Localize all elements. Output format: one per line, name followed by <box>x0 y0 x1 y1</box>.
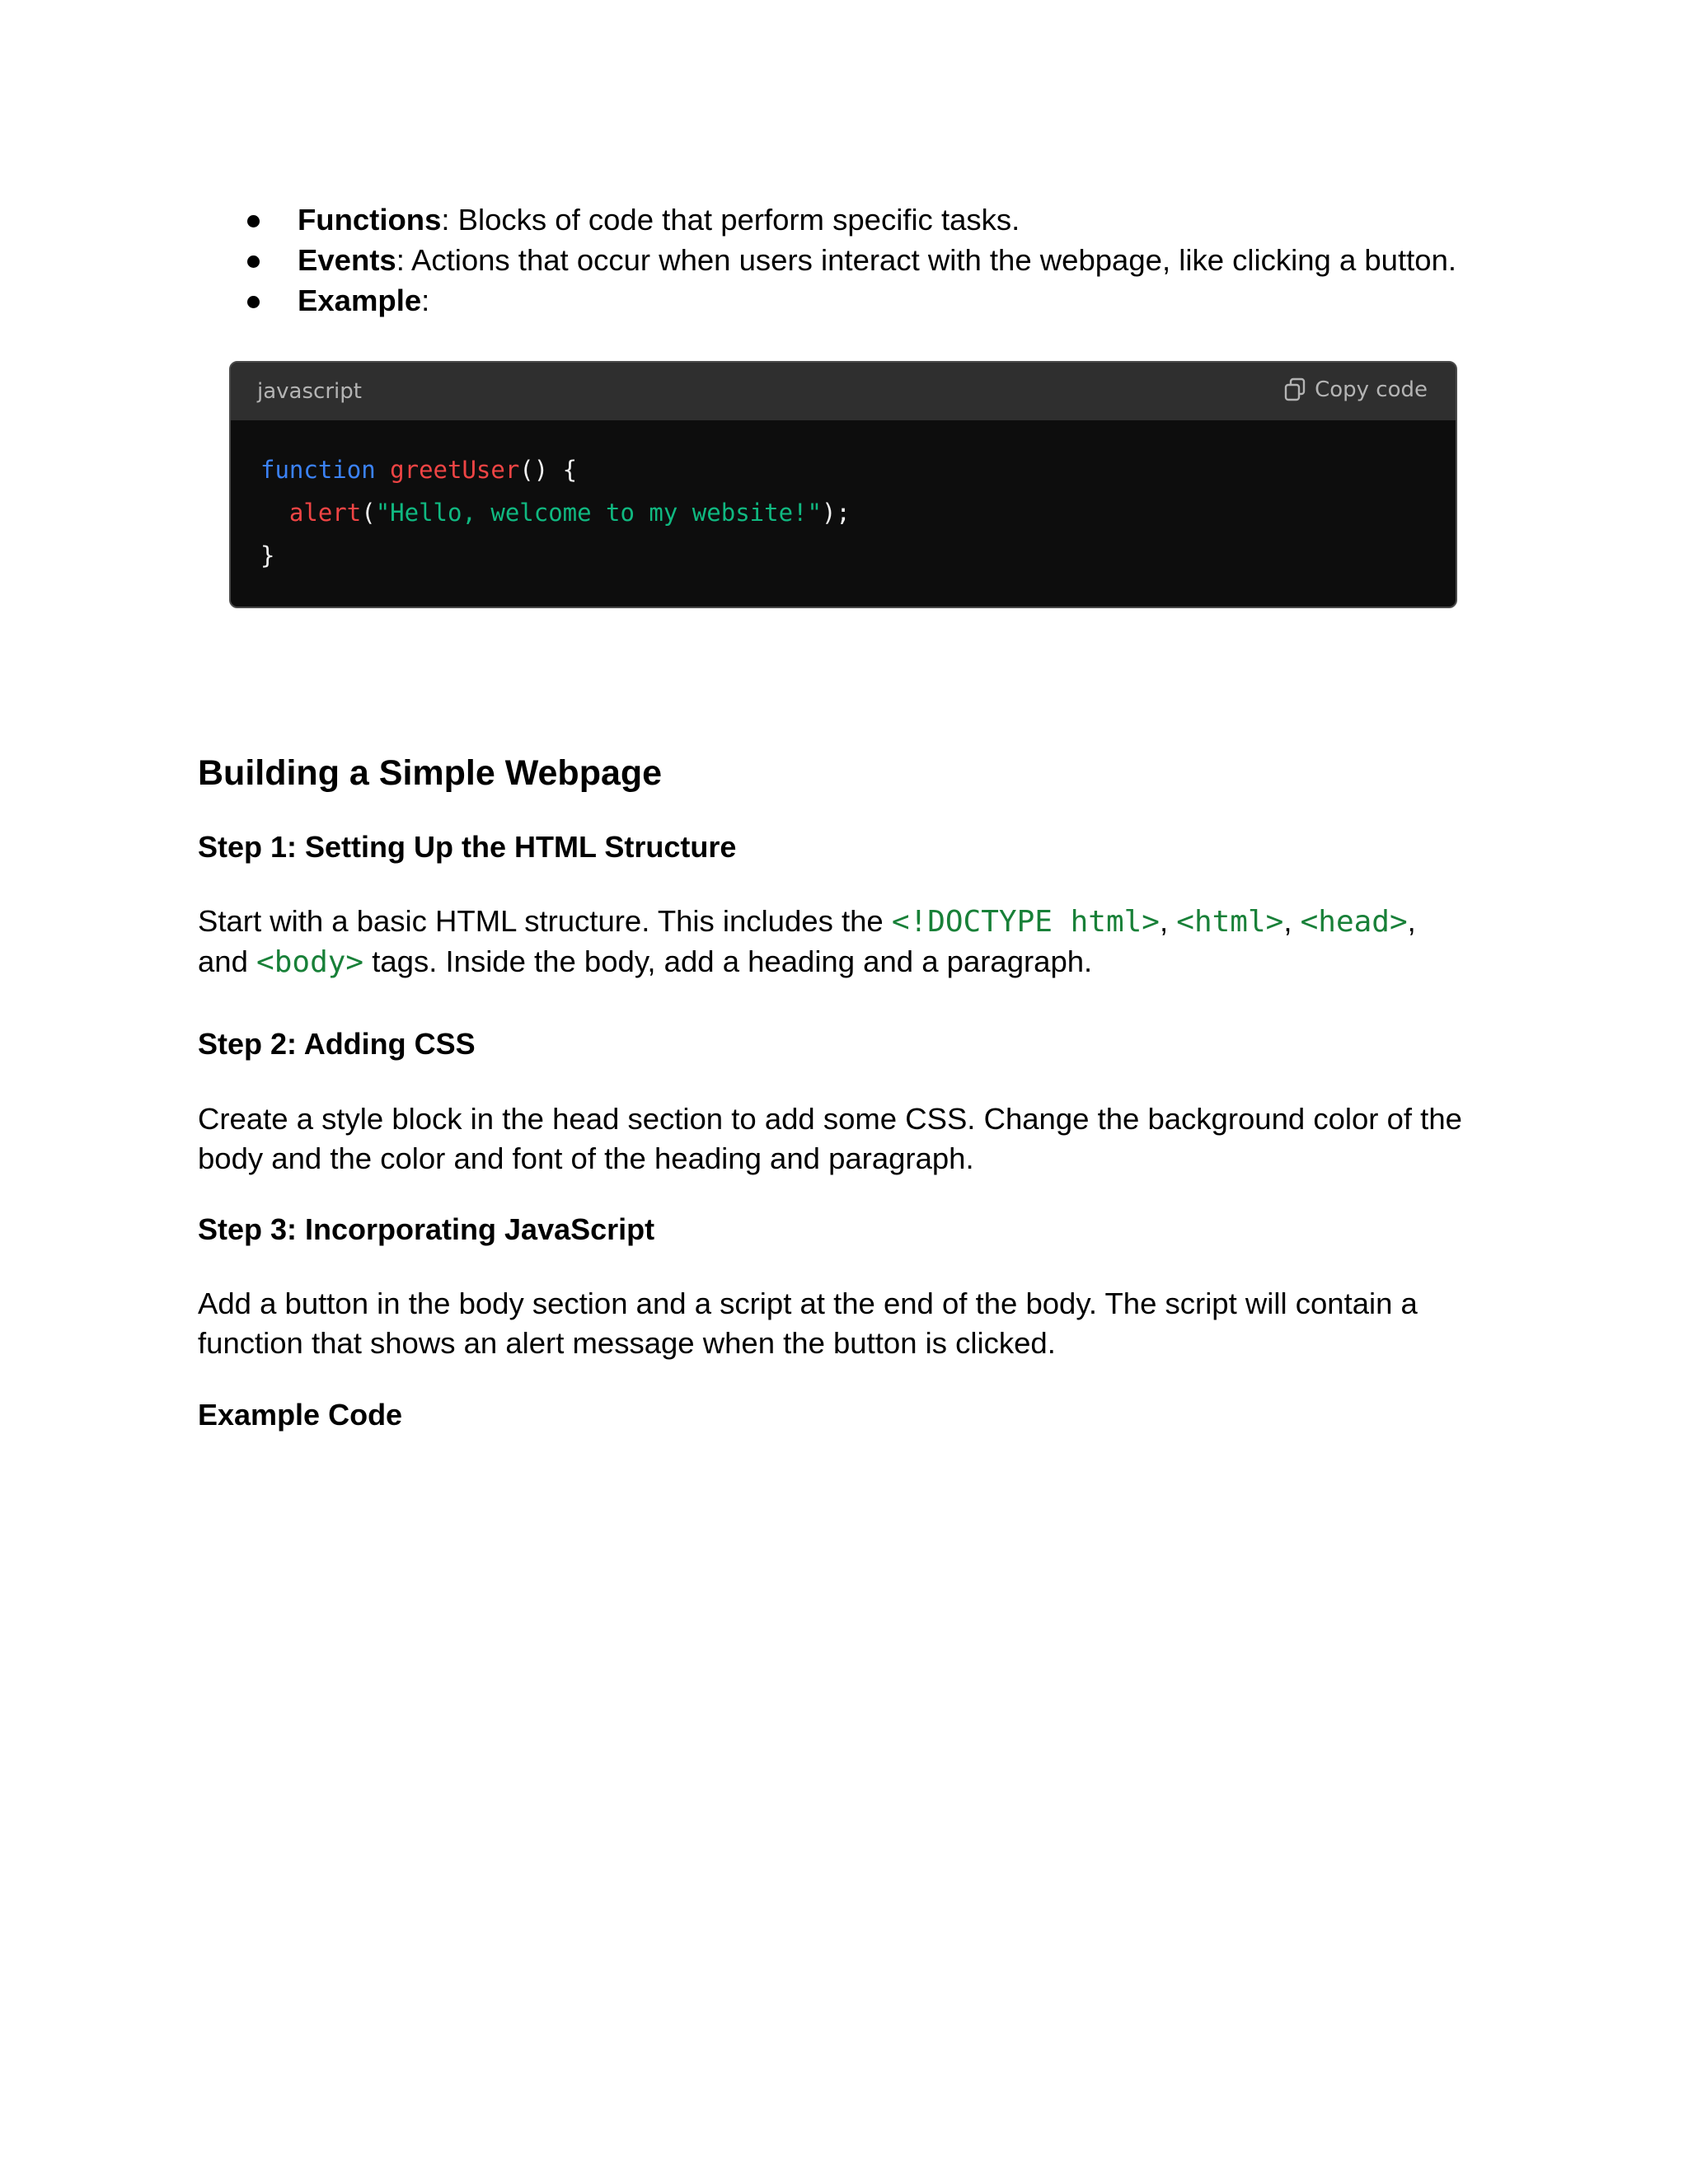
code-block <box>229 361 1457 608</box>
bullet-dot <box>247 215 260 227</box>
step3-paragraph: Add a button in the body section and a script at the end of the body. The script will contain a function that shows an alert message when the button is clicked. <box>198 1286 1418 1360</box>
code-block-header <box>231 363 1456 420</box>
paragraph-text: and <box>198 944 257 978</box>
code-line <box>260 491 1456 534</box>
bullet-term: Events <box>298 243 396 277</box>
separator: , <box>1159 904 1177 938</box>
example-code-heading: Example Code <box>198 1398 403 1432</box>
code-indent <box>260 499 289 527</box>
copy-code-button[interactable] <box>1283 377 1428 402</box>
list-item <box>247 240 1533 280</box>
bullet-list <box>247 199 1533 321</box>
step1-paragraph <box>198 902 1484 982</box>
bullet-text: : Blocks of code that perform specific tasks. <box>441 203 1020 237</box>
step1-heading: Step 1: Setting Up the HTML Structure <box>198 830 737 864</box>
code-string: "Hello, welcome to my website!" <box>375 499 822 527</box>
code-function-call: alert <box>288 499 362 527</box>
code-language-label: javascript <box>257 379 362 404</box>
bullet-term: Functions <box>298 203 442 237</box>
code-punctuation: () { <box>519 456 578 484</box>
inline-code: <body> <box>256 945 364 979</box>
code-function-name: greetUser <box>390 456 520 484</box>
separator: , <box>1283 904 1301 938</box>
section-title: Building a Simple Webpage <box>198 753 663 793</box>
paragraph-text: tags. Inside the body, add a heading and a paragraph. <box>363 944 1093 978</box>
step3-heading: Step 3: Incorporating JavaScript <box>198 1212 655 1246</box>
bullet-term: Example <box>298 284 422 317</box>
code-keyword: function <box>260 456 376 484</box>
copy-code-label: Copy code <box>1315 377 1428 402</box>
code-content <box>231 420 1456 577</box>
paragraph-text: Start with a basic HTML structure. This includes the <box>198 904 892 938</box>
inline-code: <!DOCTYPE html> <box>891 905 1160 939</box>
list-item <box>247 199 1533 240</box>
bullet-dot <box>247 296 260 308</box>
separator: , <box>1407 904 1416 938</box>
bullet-text: : <box>421 284 430 317</box>
bullet-text: : Actions that occur when users interact with the webpage, like clicking a button. <box>396 243 1457 277</box>
code-punctuation: ( <box>361 499 376 527</box>
copy-icon <box>1283 377 1306 402</box>
bullet-dot <box>247 255 260 268</box>
list-item <box>247 280 1533 321</box>
inline-code: <head> <box>1300 905 1408 939</box>
step2-paragraph: Create a style block in the head section to add some CSS. Change the background color of the body and the color and font of the heading and paragraph. <box>198 1102 1462 1175</box>
inline-code: <html> <box>1176 905 1284 939</box>
code-line <box>260 534 1456 577</box>
code-line <box>260 448 1456 491</box>
code-punctuation: ); <box>821 499 851 527</box>
step2-heading: Step 2: Adding CSS <box>198 1027 476 1061</box>
code-punctuation: } <box>260 541 275 569</box>
